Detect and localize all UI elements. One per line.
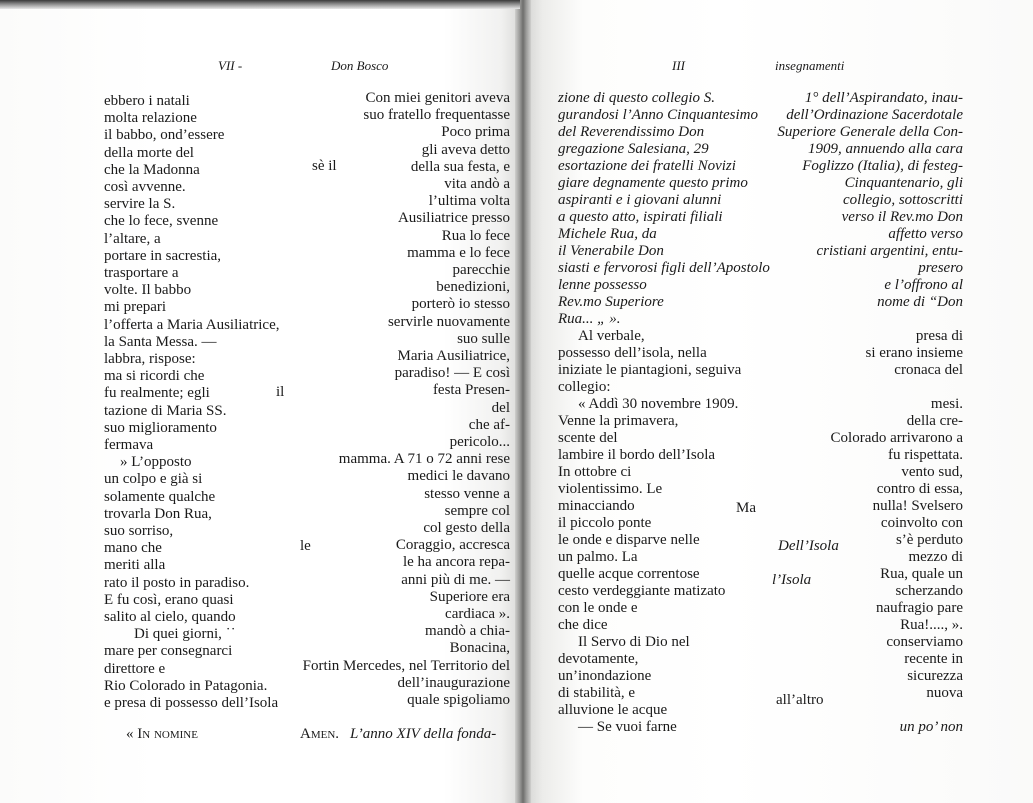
right-col-b-line: collegio, sottoscritti [843,192,963,208]
left-col-a-line: volte. Il babbo [104,282,192,299]
right-col-b-line: Colorado arrivarono a [830,430,963,446]
right-col-b-line: Cinquantenario, gli [844,175,963,191]
left-col-b-line: parecchie [452,262,510,278]
left-col-b-line: pericolo... [449,434,510,450]
left-col-b-line: festa Presen- [432,382,510,399]
right-col-b-line: e l’offrono al [884,277,963,293]
left-col-b-line: l’ultima volta [428,193,510,210]
left-footer-in-nomine: « In nomine [126,726,198,742]
left-col-a-line: ma si ricordi che [104,368,205,385]
right-col-a-line: lenne possesso [558,277,647,293]
right-col-b-line: recente in [904,651,963,667]
left-fragment-il: il [276,384,285,400]
left-col-b-line: Maria Ausiliatrice, [397,348,510,364]
left-col-a-line: la Santa Messa. — [104,333,217,350]
right-fragment-dell-isola: Dell’Isola [778,538,839,554]
left-col-b-line: Superiore era [429,588,510,605]
scan-edge-shadow [0,0,520,9]
right-col-b-line: della cre- [906,413,963,429]
right-col-a-line: gregazione Salesiana, 29 [558,141,709,157]
left-footer-anno: L’anno XIV della fonda- [350,726,497,742]
left-col-a-line: servire la S. [104,196,176,213]
right-col-b-line: un po’ non [899,719,963,735]
left-col-b-line: del [491,399,510,416]
right-col-a-line: — Se vuoi farne [578,719,677,735]
right-col-b-line: contro di essa, [876,481,963,497]
left-col-b-line: gli aveva detto [421,141,510,158]
right-col-a-line: collegio: [558,379,611,395]
right-col-a-line: con le onde e [558,600,638,616]
left-col-a-line: E fu così, erano quasi [104,591,234,608]
left-col-b-line: suo fratello frequentasse [363,107,510,124]
right-fragment-all-altro: all’altro [776,692,824,708]
left-col-b-line: mamma. A 71 o 72 anni rese [338,451,510,468]
left-col-a-line: portare in sacrestia, [104,247,222,264]
right-col-b-line: scherzando [895,583,963,599]
left-col-b-line: Coraggio, accresca [395,537,510,554]
right-col-b-line: Rua!...., ». [900,617,963,633]
left-col-b-line: Poco prima [441,124,510,141]
right-col-a-line: siasti e fervorosi figli dell’Apostolo [558,260,770,276]
left-col-a-line: » L’opposto [120,454,192,471]
left-col-b-line: mamma e lo fece [407,244,510,261]
left-col-b-line: Ausiliatrice presso [397,210,510,227]
left-col-b-line: Fortin Mercedes, nel Territorio del [302,657,510,674]
left-col-b-line: le ha ancora repa- [402,554,510,571]
right-col-a-line: cesto verdeggiante matizato [558,583,726,599]
left-col-a-line: che la Madonna [104,161,200,178]
right-col-a-line: possesso dell’isola, nella [558,345,707,361]
right-col-b-line: si erano insieme [865,345,963,361]
right-col-a-line: esortazione dei fratelli Novizi [558,158,736,174]
left-col-b-line: benedizioni, [436,279,510,296]
right-col-a-line: Rev.mo Superiore [558,294,664,310]
left-col-a-line: meriti alla [104,557,166,574]
right-col-a-line: il Venerabile Don [558,243,664,259]
right-col-a-line: alluvione le acque [558,702,668,718]
right-col-b-line: Foglizzo (Italia), di festeg- [802,158,963,174]
right-col-b-line: affetto verso [888,226,963,242]
left-col-b-line: anni più di me. — [401,571,510,588]
left-col-b-line: servirle nuovamente [387,313,510,330]
right-col-b-line: vento sud, [901,464,963,480]
right-fragment-l-isola: l’Isola [772,572,812,588]
right-col-a-line: Rua... „ ». [558,311,621,327]
right-col-a-line: gurandosi l’Anno Cinquantesimo [558,107,759,123]
left-col-b-line: suo sulle [457,330,510,347]
right-col-a-line: devotamente, [558,651,639,667]
left-col-b-line: Rua lo fece [441,227,510,244]
left-col-b-line: quale spigoliamo [407,692,510,708]
left-col-a-line: Di quei giorni, ˙˙ [134,626,236,643]
left-col-a-line: mi prepari [104,299,167,316]
right-col-a-line: zione di questo collegio S. [558,90,716,106]
right-col-a-line: « Addì 30 novembre 1909. [578,396,739,412]
left-col-a-line: direttore e [104,660,166,677]
left-col-b-line: stesso venne a [424,485,510,502]
right-col-b-line: cristiani argentini, entu- [816,243,963,259]
left-col-a-line: l’altare, a [104,230,161,247]
left-running-head-number: VII - [218,58,243,73]
right-running-head-title: insegnamenti [775,58,845,73]
right-col-b-line: presa di [915,328,963,344]
right-col-a-line: aspiranti e i giovani alunni [558,192,722,208]
left-col-a-line: solamente qualche [104,488,216,505]
right-col-b-line: s’è perduto [895,532,963,548]
left-col-a-line: salito al cielo, quando [104,609,236,625]
left-col-a-line: mano che [104,540,162,557]
left-col-a-line: così avvenne. [104,179,186,195]
right-page [522,0,1033,803]
left-col-b-line: porterò io stesso [411,296,510,313]
right-col-a-line: Al verbale, [578,328,645,344]
left-col-a-line: ebbero i natali [104,93,190,109]
left-running-head-title: Don Bosco [331,58,389,73]
right-col-b-line: 1° dell’Aspirandato, inau- [804,90,963,106]
right-fragment-ma: Ma [736,500,756,516]
left-fragment-se-il: sè il [312,158,337,174]
book-gutter-shadow [515,0,531,803]
left-col-a-line: labbra, rispose: [104,351,196,367]
right-col-a-line: minacciando [558,498,635,514]
left-col-a-line: Rio Colorado in Patagonia. [104,677,268,694]
left-fragment-le: le [300,538,311,554]
right-col-a-line: che dice [558,617,608,633]
left-col-a-line: suo miglioramento [104,419,217,436]
left-col-a-line: che lo fece, svenne [104,213,219,230]
left-col-a-line: rato il posto in paradiso. [104,574,250,591]
left-col-a-line: tazione di Maria SS. [104,402,227,419]
left-col-a-line: il babbo, ond’essere [104,127,225,144]
left-col-a-line: fu realmente; egli [104,385,210,402]
right-col-b-line: presero [918,260,963,276]
left-col-b-line: sempre col [444,502,510,519]
left-col-b-line: paradiso! — E così [394,365,510,382]
left-col-b-line: Bonacina, [449,640,510,657]
right-col-a-line: iniziate le piantagioni, seguiva [558,362,742,378]
left-col-b-line: dell’inaugurazione [397,674,510,691]
right-col-b-line: nome di “Don [877,294,963,310]
right-running-head-number: III [672,58,685,73]
left-footer-amen: Amen. [300,726,340,742]
right-col-b-line: 1909, annuendo alla cara [808,141,963,157]
right-col-a-line: scente del [558,430,618,446]
right-col-b-line: fu rispettata. [888,447,963,463]
right-col-a-line: Il Servo di Dio nel [578,634,690,650]
left-col-b-line: medici le davano [407,468,510,485]
left-col-b-line: col gesto della [423,520,510,536]
right-col-a-line: un’inondazione [558,668,652,684]
right-col-a-line: di stabilità, e [558,685,636,701]
right-col-b-line: conserviamo [886,634,963,650]
left-col-a-line: l’offerta a Maria Ausiliatrice, [104,316,280,333]
right-col-b-line: Superiore Generale della Con- [777,124,963,140]
left-col-a-line: un colpo e già si [104,471,203,488]
right-col-b-line: dell’Ordinazione Sacerdotale [786,107,963,123]
left-col-a-line: fermava [104,437,154,453]
right-col-a-line: quelle acque correntose [558,566,700,582]
right-col-b-line: verso il Rev.mo Don [841,209,963,225]
right-col-a-line: un palmo. La [558,549,638,565]
right-col-a-line: giare degnamente questo primo [558,175,748,191]
left-col-b-line: della sua festa, e [410,158,510,175]
left-col-b-line: che af- [468,416,510,433]
left-col-b-line: Con miei genitori aveva [365,90,510,106]
left-col-a-line: mare per consegnarci [104,643,233,660]
right-col-b-line: mesi. [930,396,963,412]
right-col-b-line: coinvolto con [880,515,963,531]
right-col-a-line: il piccolo ponte [558,515,652,531]
left-col-b-line: cardiaca ». [445,606,510,622]
left-col-a-line: e presa di possesso dell’Isola [104,695,279,711]
left-col-a-line: della morte del [104,144,194,161]
right-col-b-line: cronaca del [894,362,963,378]
right-col-b-line: Rua, quale un [880,566,963,582]
right-col-a-line: le onde e disparve nelle [558,532,700,548]
left-col-a-line: molta relazione [104,110,197,127]
right-col-b-line: naufragio pare [875,600,963,616]
right-col-a-line: Venne la primavera, [558,413,679,429]
left-col-a-line: trasportare a [104,265,179,281]
right-col-a-line: Michele Rua, da [558,226,657,242]
left-col-a-line: suo sorriso, [104,523,174,539]
right-col-b-line: mezzo di [908,549,963,565]
right-col-a-line: lambire il bordo dell’Isola [558,447,716,463]
right-col-b-line: nuova [926,685,963,701]
right-col-a-line: del Reverendissimo Don [558,124,705,140]
left-col-b-line: vita andò a [444,176,510,192]
left-col-a-line: trovarla Don Rua, [104,505,212,522]
right-col-a-line: violentissimo. Le [558,481,663,497]
left-col-b-line: mandò a chia- [425,623,510,640]
right-col-a-line: In ottobre ci [558,464,632,480]
right-col-b-line: sicurezza [907,668,963,684]
right-col-a-line: a questo atto, ispirati filiali [558,209,723,225]
right-col-b-line: nulla! Svelsero [872,498,963,514]
